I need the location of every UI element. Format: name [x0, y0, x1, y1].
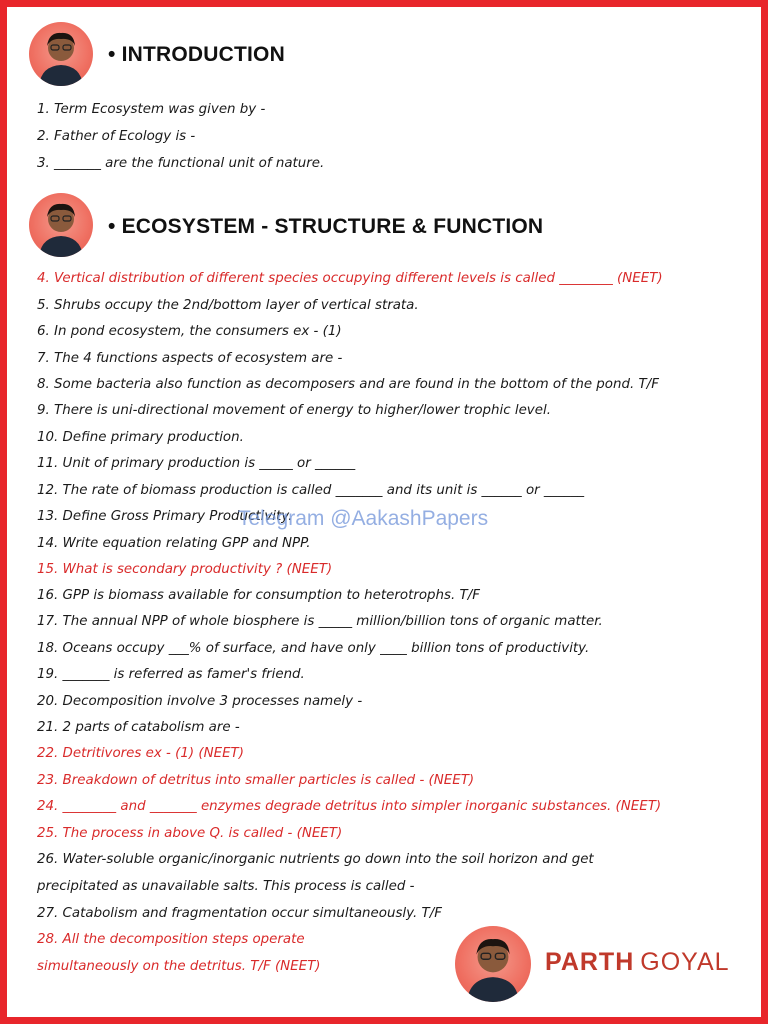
question-20: 20. Decomposition involve 3 processes namely - [37, 694, 363, 709]
question-15: 15. What is secondary productivity ? (NEET) [37, 562, 333, 577]
brand-last-name: GOYAL [640, 948, 730, 976]
telegram-watermark: Telegram @AakashPapers [238, 507, 489, 530]
question-28: 28. All the decomposition steps operate simultaneously on the detritus. T/F (NEET) [37, 932, 321, 974]
section-heading-ecosystem: • ECOSYSTEM - STRUCTURE & FUNCTION [108, 215, 544, 238]
brand-name [545, 948, 730, 977]
question-5: 5. Shrubs occupy the 2nd/bottom layer of vertical strata. [37, 298, 419, 313]
question-1: 1. Term Ecosystem was given by - [37, 102, 266, 117]
question-21: 21. 2 parts of catabolism are - [37, 720, 240, 735]
section-heading-introduction: • INTRODUCTION [108, 43, 285, 66]
question-4: 4. Vertical distribution of different species occupying different levels is called ________ (NEET) [37, 271, 663, 286]
question-14: 14. Write equation relating GPP and NPP. [37, 536, 311, 551]
question-9: 9. There is uni-directional movement of energy to higher/lower trophic level. [37, 403, 551, 418]
author-avatar-icon [29, 22, 93, 86]
brand-first-name: PARTH [545, 948, 635, 976]
author-avatar-icon [29, 193, 93, 257]
question-26: 26. Water-soluble organic/inorganic nutrients go down into the soil horizon and get precipitated as unavailable salts. This process is called - [37, 852, 594, 894]
question-6: 6. In pond ecosystem, the consumers ex - (1) [37, 324, 342, 339]
question-11: 11. Unit of primary production is _____ or ______ [37, 456, 356, 471]
question-17: 17. The annual NPP of whole biosphere is _____ million/billion tons of organic matter. [37, 614, 603, 629]
question-19: 19. _______ is referred as famer's friend. [37, 667, 305, 682]
question-24: 24. ________ and _______ enzymes degrade detritus into simpler inorganic substances. (NEET) [37, 799, 662, 814]
question-23: 23. Breakdown of detritus into smaller particles is called - (NEET) [37, 773, 475, 788]
question-7: 7. The 4 functions aspects of ecosystem are - [37, 351, 343, 366]
author-avatar-icon [455, 926, 531, 1002]
question-8: 8. Some bacteria also function as decomposers and are found in the bottom of the pond. T/F [37, 377, 659, 392]
question-25: 25. The process in above Q. is called - (NEET) [37, 826, 343, 841]
question-12: 12. The rate of biomass production is called _______ and its unit is ______ or ______ [37, 483, 585, 498]
question-27: 27. Catabolism and fragmentation occur simultaneously. T/F [37, 906, 442, 921]
question-13: 13. Define Gross Primary Productivity. [37, 509, 293, 524]
question-10: 10. Define primary production. [37, 430, 244, 445]
question-3: 3. _______ are the functional unit of nature. [37, 156, 325, 171]
question-16: 16. GPP is biomass available for consumption to heterotrophs. T/F [37, 588, 480, 603]
question-2: 2. Father of Ecology is - [37, 129, 196, 144]
question-18: 18. Oceans occupy ___% of surface, and have only ____ billion tons of productivity. [37, 641, 590, 656]
question-22: 22. Detritivores ex - (1) (NEET) [37, 746, 244, 761]
